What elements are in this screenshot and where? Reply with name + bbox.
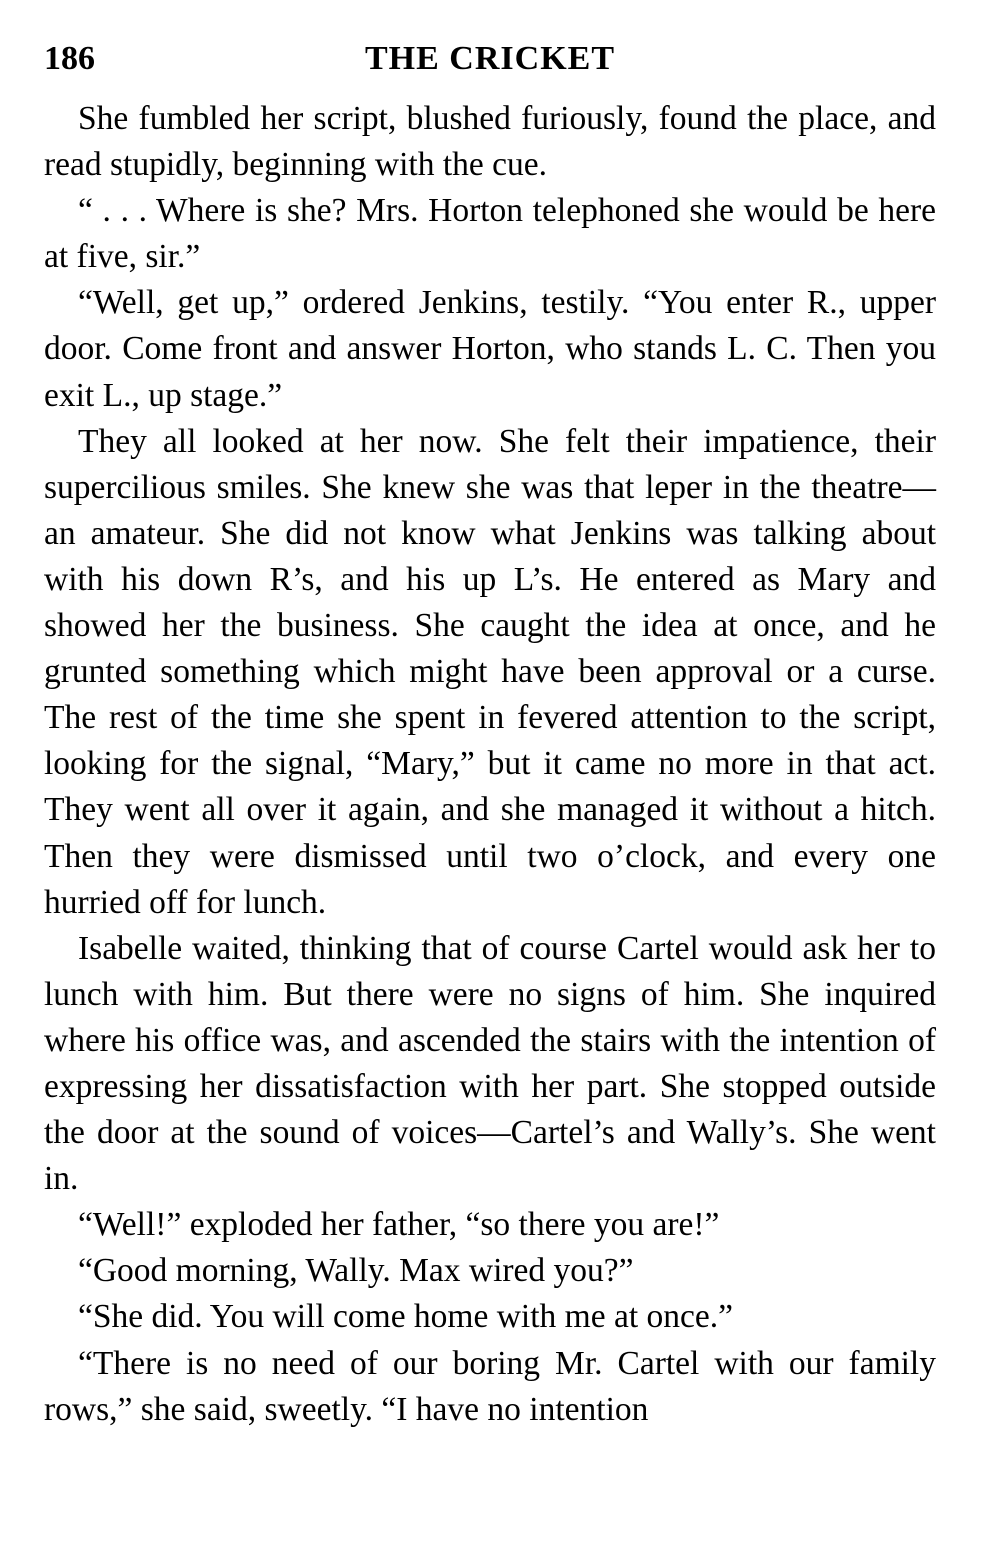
paragraph: “ . . . Where is she? Mrs. Horton telephoned she would be here at five, sir.”	[44, 192, 936, 276]
page-body	[44, 96, 936, 1433]
paragraph: “She did. You will come home with me at once.”	[78, 1298, 734, 1336]
page-header	[44, 36, 936, 86]
page-number: 186	[44, 40, 95, 77]
paragraph: They all looked at her now. She felt their impatience, their supercilious smiles. She knew she was that leper in the theatre—an amateur. She did not know what Jenkins was talking about with his down R’s, and his up L’s. He entered as Mary and showed her the business. She caught the idea at once, and he grunted something which might have been approval or a curse. The rest of the time she spent in fevered attention to the script, looking for the signal, “Mary,” but it came no more in that act. They went all over it again, and she managed it without a hitch. Then they were dismissed until two o’clock, and every one hurried off for lunch.	[44, 422, 936, 921]
paragraph: She fumbled her script, blushed furiously, found the place, and read stupidly, beginning with the cue.	[44, 100, 936, 184]
paragraph: “Well!” exploded her father, “so there you are!”	[78, 1206, 720, 1244]
book-page	[44, 36, 936, 1433]
running-head: THE CRICKET	[365, 40, 615, 77]
paragraph: “There is no need of our boring Mr. Cartel with our family rows,” she said, sweetly. “I have no intention	[44, 1344, 936, 1428]
paragraph: “Well, get up,” ordered Jenkins, testily. “You enter R., upper door. Come front and answer Horton, who stands L. C. Then you exit L., up stage.”	[44, 284, 936, 414]
paragraph: Isabelle waited, thinking that of course Cartel would ask her to lunch with him. But there were no signs of him. She inquired where his office was, and ascended the stairs with the intention of expressing her dissatisfaction with her part. She stopped outside the door at the sound of voices—Cartel’s and Wally’s. She went in.	[44, 929, 936, 1198]
paragraph: “Good morning, Wally. Max wired you?”	[78, 1252, 634, 1290]
